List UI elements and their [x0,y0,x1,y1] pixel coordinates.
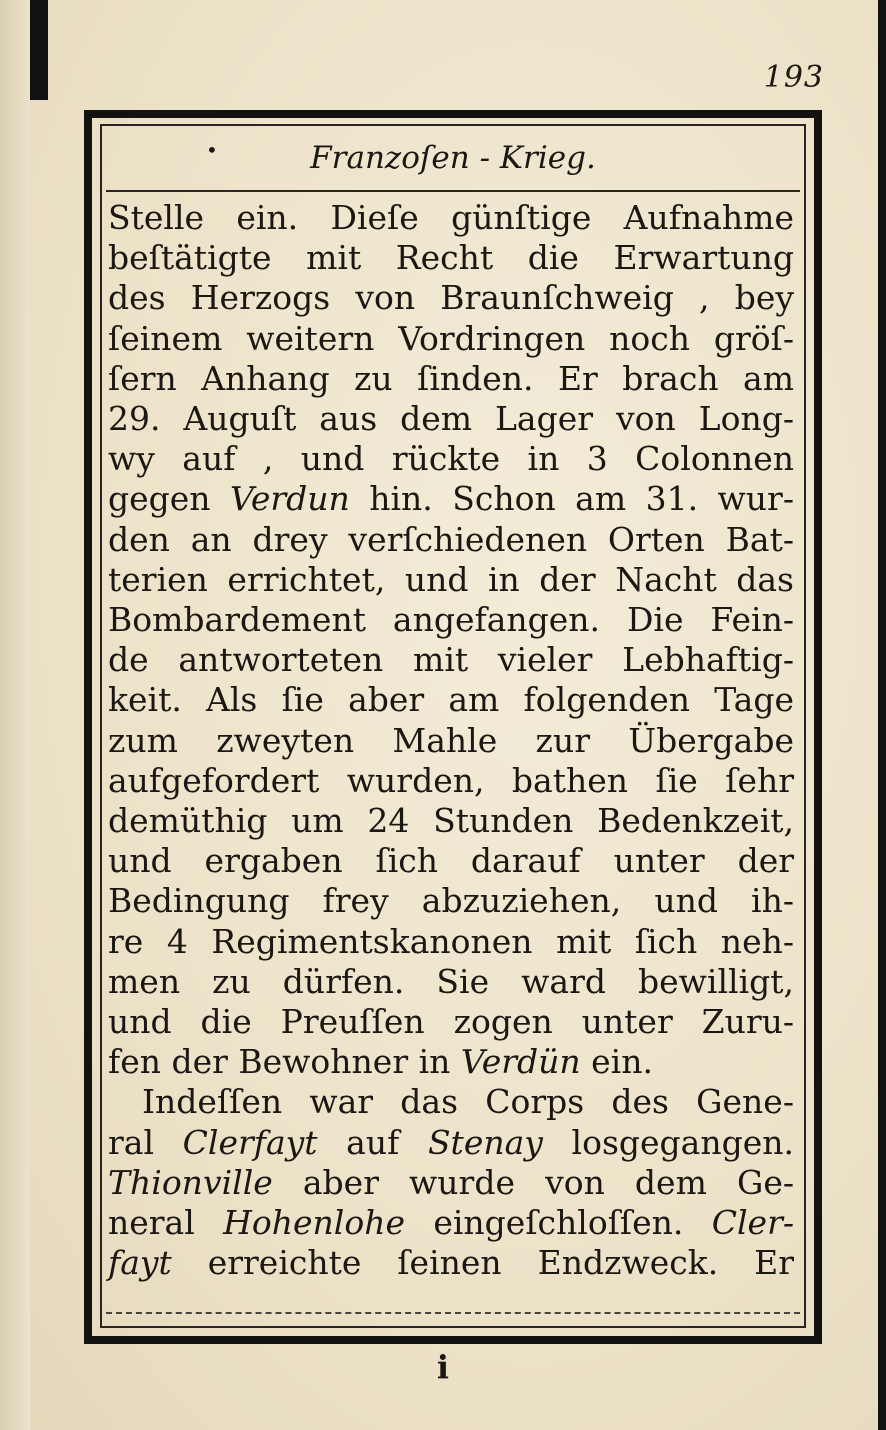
gutter-shadow [0,0,30,1430]
signature-mark: i [436,1348,450,1386]
text-run: hin. Schon am 31. wur- [349,479,794,519]
text-line [108,922,794,962]
text-run: Stelle ein. Dieſe günſtige Aufnahme [108,198,794,237]
text-line [108,1123,794,1163]
italic-name: Cler- [711,1203,794,1243]
text-line [108,1203,794,1243]
text-run: ſern Anhang zu ſinden. Er brach am [108,358,794,398]
italic-name: Verdun [230,479,350,519]
text-run: losgegangen. [542,1122,795,1162]
text-line [108,1163,794,1203]
text-line [108,721,794,761]
text-run: aber wurde von dem Ge- [272,1162,794,1202]
text-run: keit. Als ſie aber am folgenden Tage [108,680,794,720]
text-run: Bedingung frey abzuziehen, und ih- [108,881,794,921]
text-line [108,238,794,278]
text-run: gegen [108,479,231,519]
gutter-bar [30,0,48,100]
text-line [108,1042,794,1082]
text-line [108,801,794,841]
running-head-ornament: • [206,138,218,162]
text-line [108,399,794,439]
body-text [108,198,794,1283]
text-line [108,1243,794,1283]
text-line [108,1002,794,1042]
text-run: des Herzogs von Braunſchweig , bey [108,278,794,318]
text-line [108,479,794,519]
text-line [108,198,794,238]
text-line [108,881,794,921]
text-line [108,439,794,479]
text-run: den an drey verſchiedenen Orten Bat- [108,519,794,559]
header-rule [106,190,800,192]
text-line [108,640,794,680]
text-run: wy auf , und rückte in 3 Colonnen [108,439,794,479]
text-run: und die Preuſſen zogen unter Zuru- [108,1002,794,1042]
text-line [108,761,794,801]
text-line [108,1082,794,1122]
text-run: ein. [580,1042,653,1082]
text-run: eingeſchloſſen. [405,1203,712,1243]
page-edge [878,0,886,1430]
italic-name: Thionville [108,1162,273,1202]
running-head: Franzoſen - Krieg. [310,140,596,176]
text-run: de antworteten mit vieler Lebhaftig- [108,640,794,680]
text-line [108,520,794,560]
text-run: und ergaben ſich darauf unter der [108,841,794,881]
text-run: fen der Bewohner in [108,1042,461,1082]
italic-name: Clerfayt [182,1122,318,1162]
text-line [108,680,794,720]
text-line [108,319,794,359]
text-line [108,359,794,399]
footer-rule [106,1312,800,1314]
text-run: re 4 Regimentskanonen mit ſich neh- [108,921,794,961]
text-run: Bombardement angefangen. Die Fein- [108,600,794,640]
text-run: aufgefordert wurden, bathen ſie ſehr [108,760,794,800]
italic-name: Verdün [460,1042,581,1082]
italic-name: fayt [108,1243,172,1283]
text-run: ral [108,1122,183,1162]
text-run: demüthig um 24 Stunden Bedenkzeit, [108,801,794,841]
text-line [108,600,794,640]
text-run: erreichte ſeinen Endzweck. Er [171,1243,794,1283]
page-number: 193 [763,60,824,95]
text-line [108,560,794,600]
text-run: auf [317,1122,428,1162]
italic-name: Stenay [427,1122,543,1162]
text-run: Indeſſen war das Corps des Gene- [142,1082,794,1122]
text-line [108,278,794,318]
text-run: beſtätigte mit Recht die Erwartung [108,238,794,278]
text-run: terien errichtet, und in der Nacht das [108,559,794,599]
text-run: neral [108,1203,224,1243]
text-line [108,962,794,1002]
text-run: zum zweyten Mahle zur Übergabe [108,720,794,760]
text-run: men zu dürfen. Sie ward bewilligt, [108,961,794,1001]
text-run: ſeinem weitern Vordringen noch gröſ- [108,318,794,358]
text-line [108,841,794,881]
text-run: 29. Auguſt aus dem Lager von Long- [108,399,794,439]
italic-name: Hohenlohe [223,1203,406,1243]
